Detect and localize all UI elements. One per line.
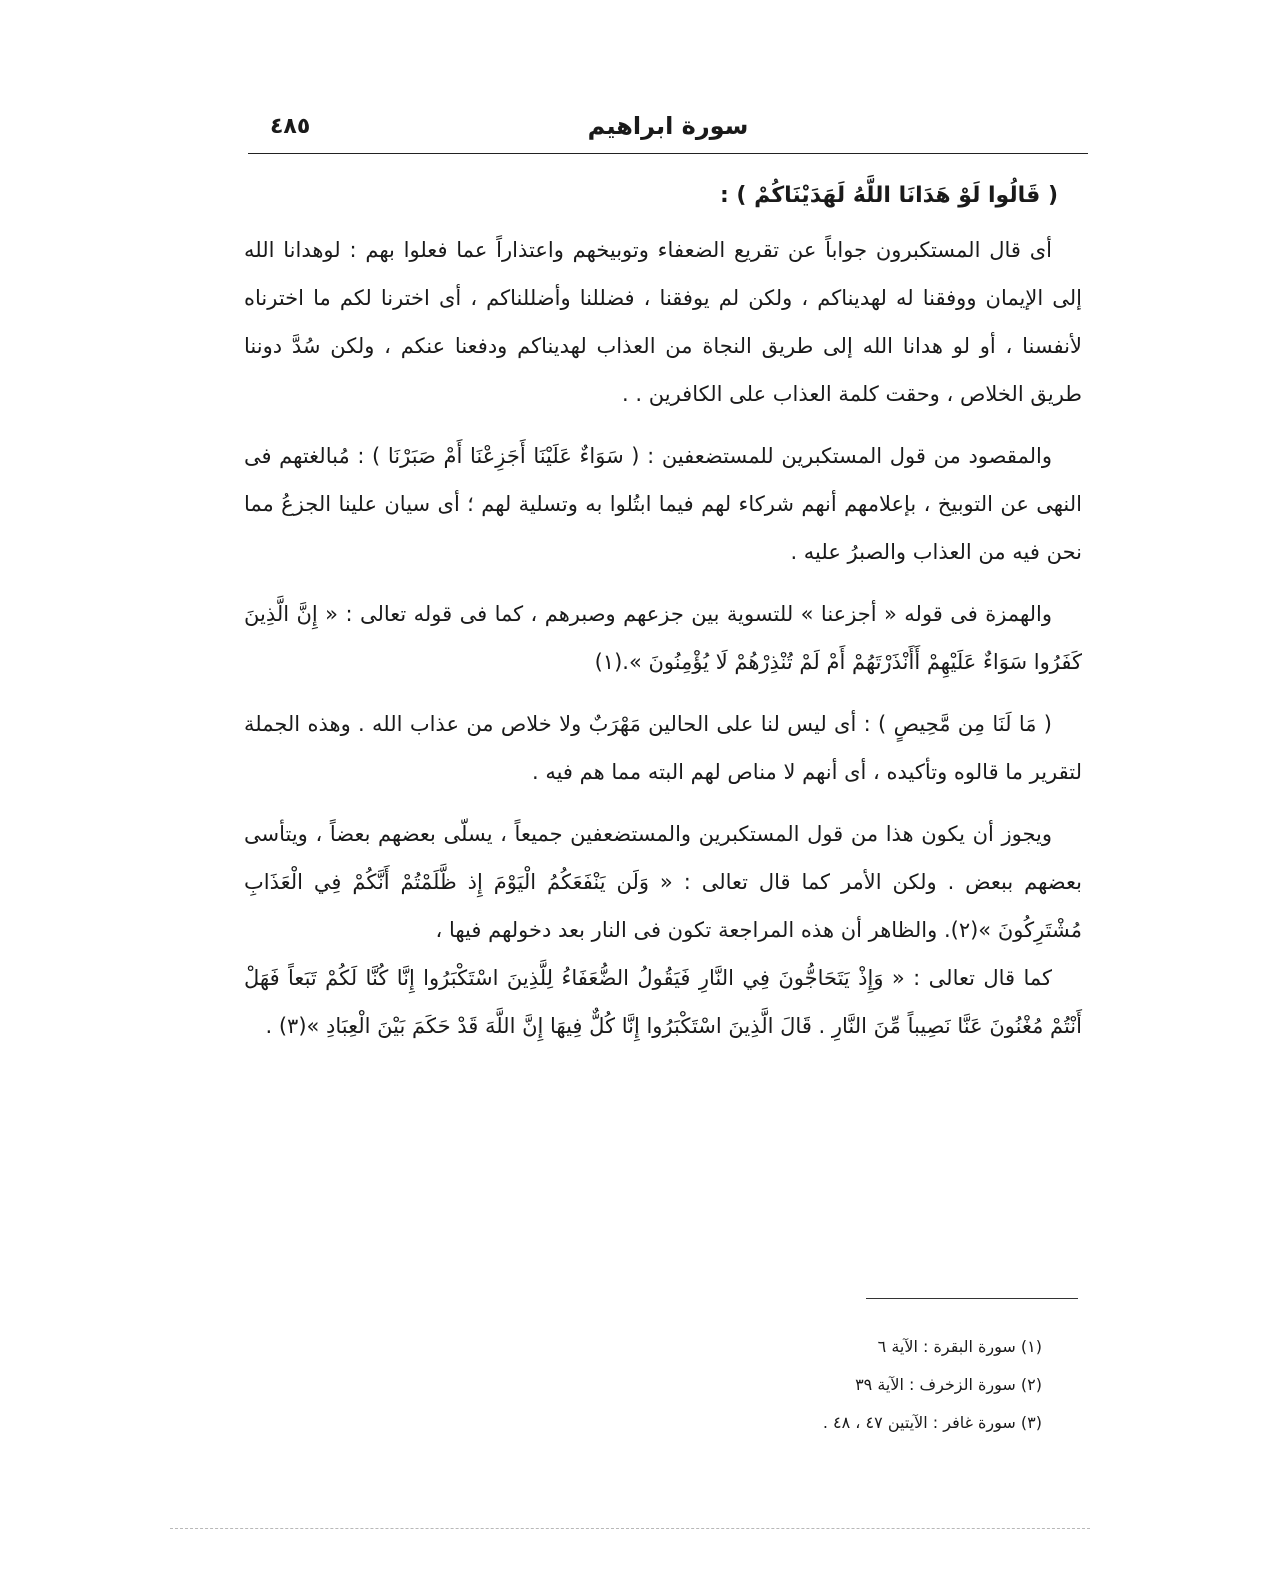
- footnote-1: (١) سورة البقرة : الآية ٦: [877, 1337, 1042, 1356]
- footnote-3: (٣) سورة غافر : الآيتين ٤٧ ، ٤٨ .: [822, 1413, 1042, 1432]
- paragraph-3: والهمزة فى قوله « أجزعنا » للتسوية بين جزعهم وصبرهم ، كما فى قوله تعالى : « إِنَّ الَّذِينَ كَفَرُوا سَوَاءٌ عَلَيْهِمْ أَأَنْذَرْتَهُمْ أَمْ لَمْ تُنْذِرْهُمْ لَا يُؤْمِنُونَ ».(١): [244, 602, 1082, 674]
- paragraph-6: كما قال تعالى : « وَإِذْ يَتَحَاجُّونَ فِي النَّارِ فَيَقُولُ الضُّعَفَاءُ لِلَّذِينَ اسْتَكْبَرُوا إِنَّا كُنَّا لَكُمْ تَبَعاً فَهَلْ أَنْتُمْ مُغْنُونَ عَنَّا نَصِيباً مِّنَ النَّارِ . قَالَ الَّذِينَ اسْتَكْبَرُوا إِنَّا كُلٌّ فِيهَا إِنَّ اللَّهَ قَدْ حَكَمَ بَيْنَ الْعِبَادِ »(٣) .: [244, 966, 1082, 1038]
- paragraph-5: ويجوز أن يكون هذا من قول المستكبرين والمستضعفين جميعاً ، يسلّى بعضهم بعضاً ، ويتأسى بعضهم ببعض . ولكن الأمر كما قال تعالى : « وَلَن يَنْفَعَكُمُ الْيَوْمَ إِذ ظَّلَمْتُمْ أَنَّكُمْ فِي الْعَذَابِ مُشْتَرِكُونَ »(٢). والظاهر أن هذه المراجعة تكون فى النار بعد دخولهم فيها ،: [244, 822, 1082, 942]
- scan-edge-line: [170, 1528, 1090, 1529]
- header-divider: [248, 153, 1088, 154]
- surah-title: سورة ابراهيم: [587, 112, 749, 140]
- page-header: [248, 112, 1088, 148]
- paragraph-2: والمقصود من قول المستكبرين للمستضعفين : ( سَوَاءٌ عَلَيْنَا أَجَزِعْنَا أَمْ صَبَرْنَا ) : مُبالغتهم فى النهى عن التوبيخ ، بإعلامهم أنهم شركاء لهم فيما ابتُلوا به وتسلية لهم ؛ أى سيان علينا الجزعُ مما نحن فيه من العذاب والصبرُ عليه .: [244, 444, 1082, 564]
- footnote-2: (٢) سورة الزخرف : الآية ٣٩: [855, 1375, 1042, 1394]
- page-body: [244, 172, 1082, 1050]
- verse-heading: ( قَالُوا لَوْ هَدَانَا اللَّهُ لَهَدَيْنَاكُمْ ) :: [719, 183, 1058, 208]
- page-number: ٤٨٥: [270, 114, 311, 139]
- paragraph-1: أى قال المستكبرون جواباً عن تقريع الضعفاء وتوبيخهم واعتذاراً عما فعلوا بهم : لوهدانا الله إلى الإيمان ووفقنا له لهديناكم ، ولكن لم يوفقنا ، فضللنا وأضللناكم ، أى اخترنا لكم ما اخترناه لأنفسنا ، أو لو هدانا الله إلى طريق النجاة من العذاب لهديناكم ودفعنا عنكم ، ولكن سُدَّ دوننا طريق الخلاص ، وحقت كلمة العذاب على الكافرين . .: [244, 238, 1082, 406]
- footnotes-divider: [866, 1298, 1078, 1299]
- footnotes: [700, 1328, 1042, 1442]
- paragraph-4: ( مَا لَنَا مِن مَّحِيصٍ ) : أى ليس لنا على الحالين مَهْرَبٌ ولا خلاص من عذاب الله . وهذه الجملة لتقرير ما قالوه وتأكيده ، أى أنهم لا مناص لهم البته مما هم فيه .: [244, 712, 1082, 784]
